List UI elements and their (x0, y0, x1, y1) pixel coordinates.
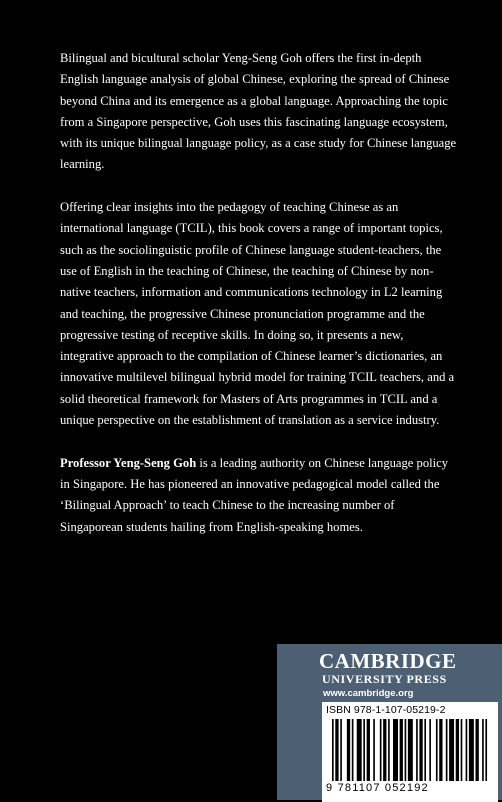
barcode-bar (383, 719, 386, 781)
barcode-bar (439, 719, 442, 781)
isbn-text: ISBN 978-1-107-05219-2 (326, 704, 446, 716)
barcode-bar (405, 719, 407, 781)
barcode-bar (388, 719, 390, 781)
barcode-bar (436, 719, 438, 781)
barcode-bar (456, 719, 459, 781)
blurb-paragraph-2: Offering clear insights into the pedagogy of teaching Chinese as an international language (TCIL), this book covers a range of important topics, such as the sociolinguistic profile of Chinese language student-teachers, the use of English in the teaching of Chinese, the teaching of Chinese by non-native teachers, information and communications technology in L2 learning and teaching, the progressive Chinese pronunciation programme and the progressive testing of receptive skills. In doing so, it presents a new, integrative approach to the compilation of Chinese learner’s dictionaries, an innovative multilevel bilingual hybrid model for training TCIL teachers, and a solid theoretical framework for Masters of Arts programmes in TCIL and a unique perspective on the establishment of translation as a service industry. (60, 200, 455, 428)
barcode-bar (373, 719, 375, 781)
barcode-bar (393, 719, 398, 781)
barcode-bar (424, 719, 426, 781)
author-bio-paragraph (60, 453, 460, 538)
blurb-text (60, 48, 460, 538)
barcode-bar (332, 719, 334, 781)
barcode-bar (357, 719, 362, 781)
blurb-paragraph-1: Bilingual and bicultural scholar Yeng-Seng Goh offers the first in-depth English language analysis of global Chinese, exploring the spread of Chinese beyond China and its emergence as a global language. Approaching the topic from a Singapore perspective, Goh uses this fascinating language ecosystem, with its unique bilingual language policy, as a case study for Chinese language learning. (60, 51, 457, 172)
author-bio: is a leading authority on Chinese language policy in Singapore. He has pioneered an innovative pedagogical model called the ‘Bilingual Approach’ to teach Chinese to the increasing number of Singaporean students hailing from English-speaking homes. (60, 455, 449, 534)
barcode-icon (332, 719, 492, 781)
barcode-bar (466, 719, 468, 781)
barcode-bar (461, 719, 463, 781)
barcode-bar (347, 719, 350, 781)
barcode-bar (340, 719, 342, 781)
barcode-bar (400, 719, 403, 781)
ean-digits: 9 781107 052192 (326, 782, 429, 794)
publisher-subtitle: UNIVERSITY PRESS (322, 672, 447, 686)
publisher-url: www.cambridge.org (323, 688, 414, 699)
barcode-bar (449, 719, 454, 781)
barcode-bar (476, 719, 479, 781)
barcode-bar (429, 719, 431, 781)
barcode-bar (485, 719, 487, 781)
barcode-bar (416, 719, 418, 781)
barcode-bar (446, 719, 448, 781)
barcode-bar (380, 719, 382, 781)
barcode-bar (363, 719, 365, 781)
barcode-bar (352, 719, 354, 781)
barcode-bar (482, 719, 484, 781)
author-name: Professor Yeng-Seng Goh (60, 455, 197, 470)
barcode-bar (335, 719, 338, 781)
barcode-bar (419, 719, 422, 781)
barcode-bar (408, 719, 413, 781)
barcode-bar (469, 719, 474, 781)
barcode-box (322, 702, 498, 802)
barcode-bar (367, 719, 370, 781)
publisher-panel (277, 644, 502, 800)
publisher-name: CAMBRIDGE (319, 649, 457, 673)
